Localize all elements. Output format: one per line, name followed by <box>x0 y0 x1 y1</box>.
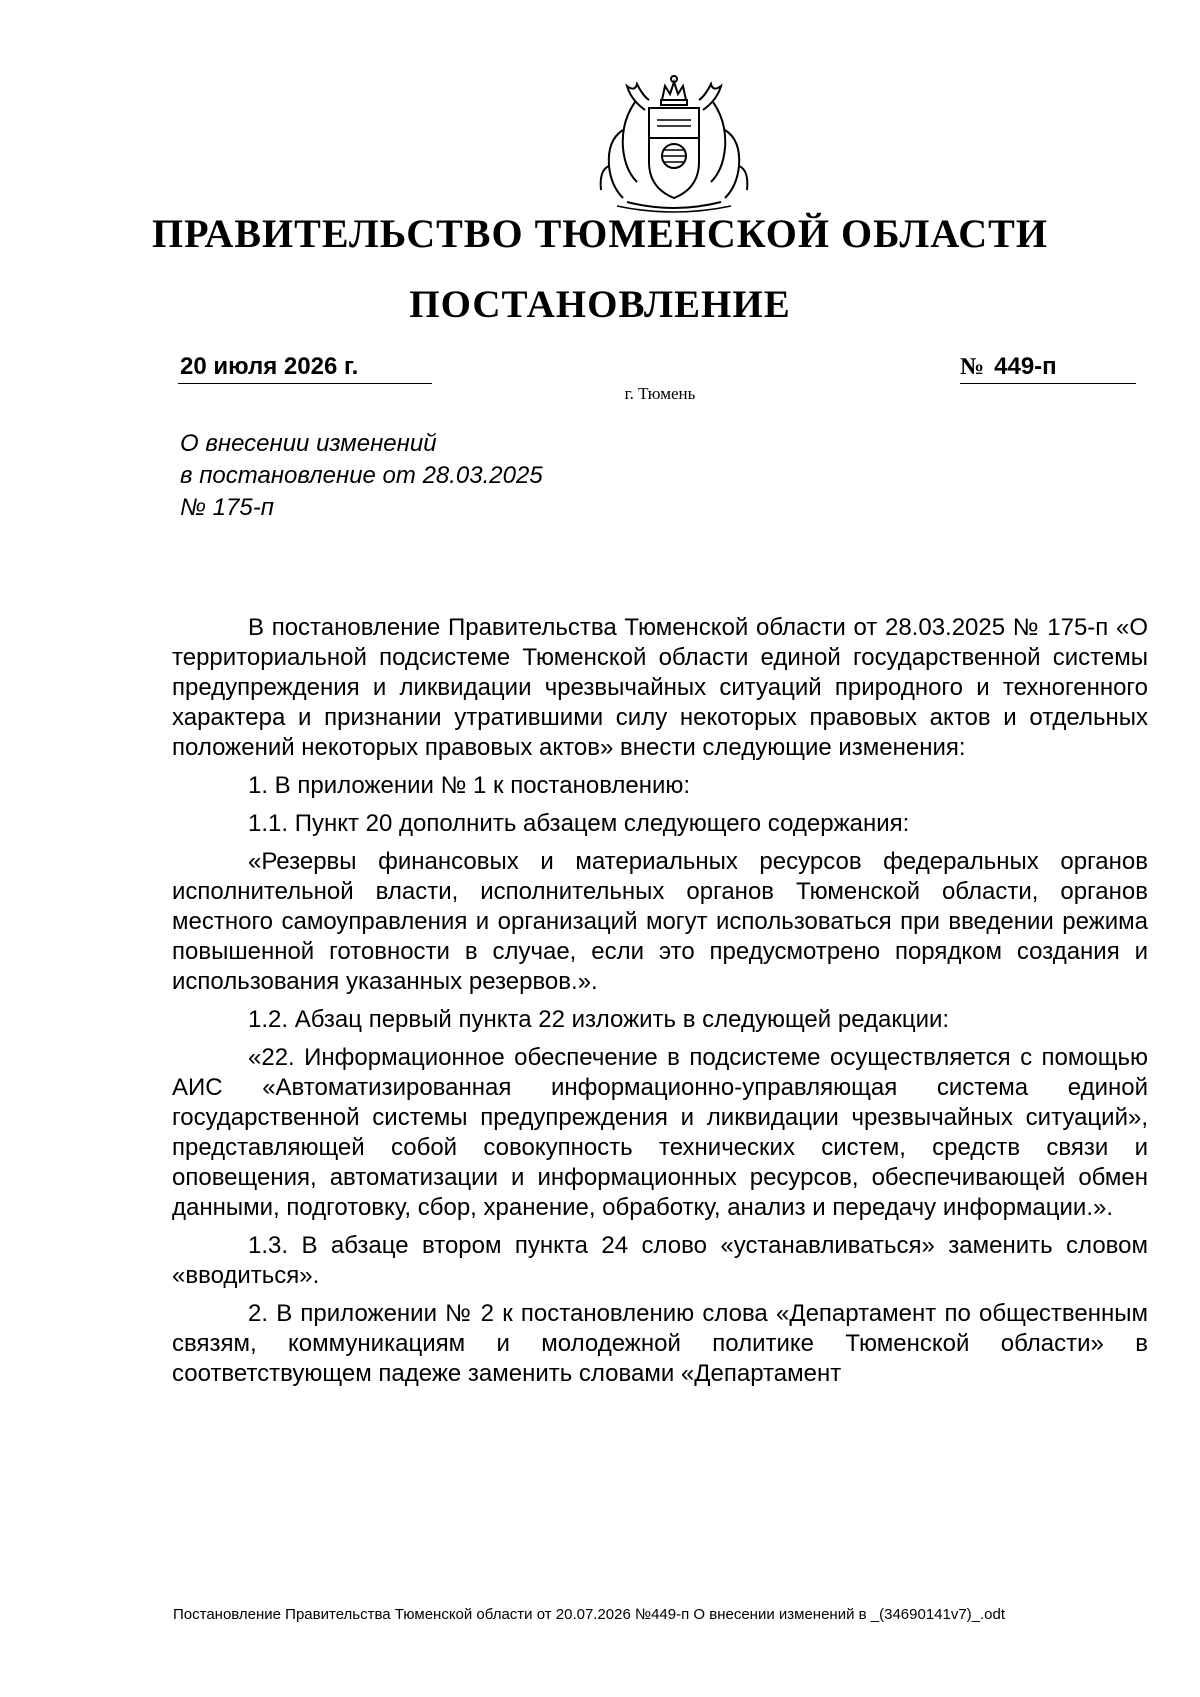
body-paragraph-item-1: 1. В приложении № 1 к постановлению: <box>248 772 691 799</box>
body-paragraph-item-1-1: 1.1. Пункт 20 дополнить абзацем следующего содержания: <box>248 810 910 837</box>
document-city: г. Тюмень <box>624 384 696 403</box>
document-number <box>960 353 1136 384</box>
subject-line: О внесении изменений <box>180 430 437 457</box>
number-sign: № <box>960 354 985 380</box>
page-footer: Постановление Правительства Тюменской области от 20.07.2026 №449-п О внесении изменений в _(34690141v7)_.odt <box>173 1606 1006 1623</box>
body-paragraph-preamble: В постановление Правительства Тюменской области от 28.03.2025 № 175-п «О территориальной подсистеме Тюменской области единой государственной системы предупреждения и ликвидации чрезвычайных ситуаций природного и техногенного характера и признании утратившими силу некоторых правовых актов и отдельных положений некоторых правовых актов» внести следующие изменения: <box>172 614 1148 761</box>
document-subject <box>180 428 680 524</box>
subject-line: в постановление от 28.03.2025 <box>180 462 543 489</box>
body-paragraph-item-1-2: 1.2. Абзац первый пункта 22 изложить в следующей редакции: <box>248 1006 950 1033</box>
body-paragraph-item-1-3: 1.3. В абзаце втором пункта 24 слово «устанавливаться» заменить словом «вводиться». <box>172 1232 1148 1289</box>
document-number-value: 449-п <box>994 353 1057 380</box>
document-date <box>178 353 432 384</box>
government-title: ПРАВИТЕЛЬСТВО ТЮМЕНСКОЙ ОБЛАСТИ <box>152 211 1048 256</box>
document-date-value: 20 июля 2026 г. <box>180 353 359 380</box>
document-type-title: ПОСТАНОВЛЕНИЕ <box>409 283 791 326</box>
document-body <box>172 613 1148 1397</box>
coat-of-arms-icon <box>587 70 761 215</box>
body-paragraph-quote-reserves: «Резервы финансовых и материальных ресурсов федеральных органов исполнительной власти, исполнительных органов Тюменской области, органов местного самоуправления и организаций могут использоваться при введении режима повышенной готовности в случае, если это предусмотрено порядком создания и использования указанных резервов.». <box>172 848 1148 995</box>
body-paragraph-quote-item-22: «22. Информационное обеспечение в подсистеме осуществляется с помощью АИС «Автоматизированная информационно-управляющая система единой государственной системы предупреждения и ликвидации чрезвычайных ситуаций», представляющей собой совокупность технических систем, средств связи и оповещения, автоматизации и информационных ресурсов, обеспечивающей обмен данными, подготовку, сбор, хранение, обработку, анализ и передачу информации.». <box>172 1044 1148 1221</box>
body-paragraph-item-2: 2. В приложении № 2 к постановлению слова «Департамент по общественным связям, коммуникациям и молодежной политике Тюменской области» в соответствующем падеже заменить словами «Департамент <box>172 1300 1148 1387</box>
subject-line: № 175-п <box>180 494 274 521</box>
